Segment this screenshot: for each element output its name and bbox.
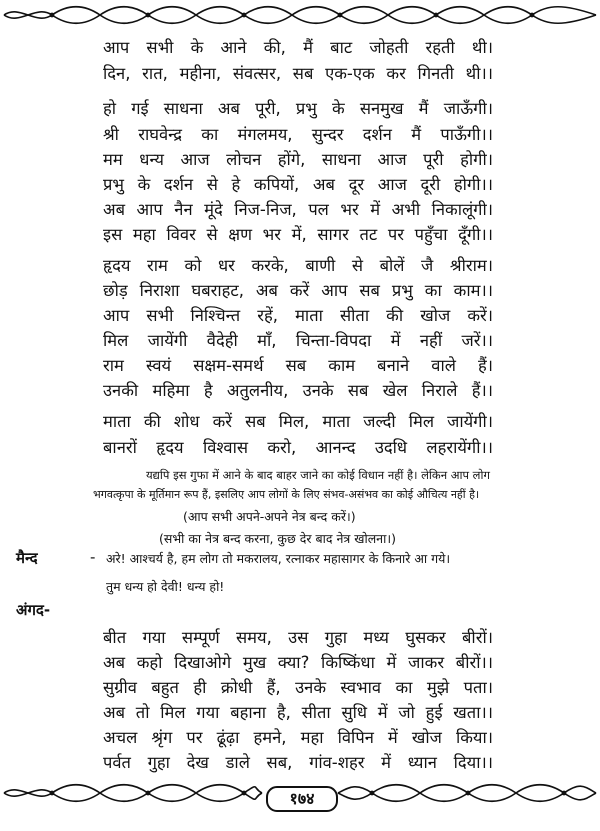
verse-line: इस महा विवर से क्षण भर में, सागर तट पर पहुँचा दूँगी।।	[103, 225, 493, 244]
verse-line: माता की शोध करें सब मिल, माता जल्दी मिल जायेंगी।	[103, 412, 493, 431]
stage-direction: (सभी का नेत्र बन्द करना, कुछ देर बाद नेत्र खोलना।)	[159, 531, 396, 546]
verse-line: मिल जायेंगी वैदेही माँ, चिन्ता-विपदा में नहीं जरें।।	[103, 331, 493, 350]
page-number: १७४	[266, 786, 338, 812]
verse-line: उनकी महिमा है अतुलनीय, उनके सब खेल निराले हैं।।	[103, 381, 493, 400]
prose-line: यद्यपि इस गुफा में आने के बाद बाहर जाने का कोई विधान नहीं है। लेकिन आप लोग	[146, 468, 490, 482]
dialogue-line: अरे! आश्चर्य है, हम लोग तो मकरालय, रत्नाकर महासागर के किनारे आ गये।	[106, 551, 451, 566]
verse-line: राम स्वयं सक्षम-समर्थ सब काम बनाने वाले हैं।	[103, 356, 493, 375]
verse-line: श्री राघवेन्द्र का मंगलमय, सुन्दर दर्शन मैं पाऊँगी।।	[103, 125, 493, 144]
verse-line: पर्वत गुहा देख डाले सब, गांव-शहर में ध्यान दिया।।	[103, 753, 493, 772]
verse-line: बीत गया सम्पूर्ण समय, उस गुहा मध्य घुसकर बीरों।	[103, 628, 493, 647]
verse-line: हृदय राम को धर करके, बाणी से बोलें जै श्रीराम।	[103, 256, 493, 275]
verse-line: बानरों हृदय विश्वास करो, आनन्द उदधि लहरायेंगी।।	[103, 438, 493, 457]
verse-line: दिन, रात, महीना, संवत्सर, सब एक-एक कर गिनती थी।।	[103, 64, 493, 83]
verse-line: प्रभु के दर्शन से हे कपियों, अब दूर आज दूरी होगी।।	[103, 175, 493, 194]
verse-line: आप सभी के आने की, मैं बाट जोहती रहती थी।	[103, 38, 493, 57]
top-ornamental-border	[0, 2, 600, 28]
verse-line: आप सभी निश्चिन्त रहें, माता सीता की खोज करें।	[103, 306, 493, 325]
verse-line: अब आप नैन मूंदे निज-निज, पल भर में अभी निकालूंगी।	[103, 200, 493, 219]
verse-line: अब तो मिल गया बहाना है, सीता सुधि में जो हुई खता।।	[103, 703, 493, 722]
speaker-dash: -	[90, 548, 96, 566]
verse-line: सुग्रीव बहुत ही क्रोधी हैं, उनके स्वभाव का मुझे पता।	[103, 678, 493, 697]
stage-direction: (आप सभी अपने-अपने नेत्र बन्द करें।)	[183, 509, 356, 524]
verse-line: मम धन्य आज लोचन होंगे, साधना आज पूरी होगी।	[103, 150, 493, 169]
speaker-label: मैन्द	[16, 549, 38, 567]
verse-line: अचल श्रृंग पर ढूंढ़ा हमने, महा विपिन में खोज किया।	[103, 728, 493, 747]
speaker-label: अंगद-	[16, 601, 51, 619]
dialogue-line: तुम धन्य हो देवी! धन्य हो!	[106, 579, 225, 594]
verse-line: अब कहो दिखाओगे मुख क्या? किष्किंधा में जाकर बीरों।।	[103, 653, 493, 672]
verse-line: हो गई साधना अब पूरी, प्रभु के सनमुख मैं जाऊँगी।	[103, 99, 493, 118]
verse-line: छोड़ निराशा घबराहट, अब करें आप सब प्रभु का काम।।	[103, 281, 493, 300]
prose-line: भगवत्कृपा के मूर्तिमान रूप हैं, इसलिए आप लोगों के लिए संभव-असंभव का कोई औचित्य नहीं है।	[93, 488, 480, 501]
